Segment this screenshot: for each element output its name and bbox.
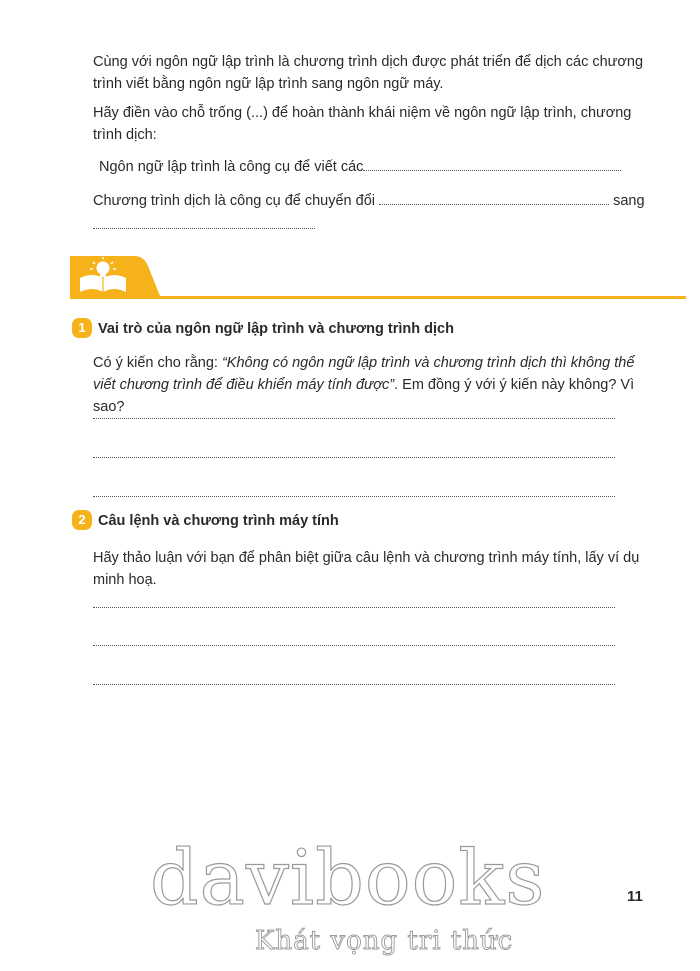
section-1-title: Vai trò của ngôn ngữ lập trình và chương trình dịch — [98, 321, 454, 337]
page-number: 11 — [627, 888, 643, 905]
fill-in-prefix-1: Ngôn ngữ lập trình là công cụ để viết các — [99, 159, 364, 175]
section-2-title: Câu lệnh và chương trình máy tính — [98, 513, 339, 529]
prompt-tail: . Em đồng ý với ý kiến này không? Vì sao? — [93, 377, 635, 415]
blank-2b[interactable] — [93, 228, 315, 229]
blank-1[interactable] — [363, 156, 621, 171]
answer-line[interactable] — [93, 496, 615, 497]
answer-line[interactable] — [93, 457, 615, 458]
section-banner — [70, 254, 686, 300]
prompt-quote: “Không có ngôn ngữ lập trình và chương trình dịch thì không thể viết chương trình để điều khiển máy tính được” — [93, 355, 635, 393]
prompt-lead: Có ý kiến cho rằng: — [93, 355, 222, 371]
section-2-badge: 2 — [72, 510, 92, 530]
answer-line[interactable] — [93, 645, 615, 646]
fill-in-sentence-1 — [99, 156, 659, 178]
watermark-logo: davibooks — [150, 833, 546, 922]
watermark-tagline: Khát vọng tri thức — [255, 926, 514, 956]
section-2-prompt: Hãy thảo luận với bạn để phân biệt giữa câu lệnh và chương trình máy tính, lấy ví dụ minh hoạ. — [93, 550, 640, 588]
answer-line[interactable] — [93, 607, 615, 608]
instruction-paragraph: Hãy điền vào chỗ trống (...) để hoàn thành khái niệm về ngôn ngữ lập trình, chương trình dịch: — [93, 105, 632, 143]
fill-in-sentence-2 — [93, 190, 653, 212]
section-1-badge: 1 — [72, 318, 92, 338]
fill-in-middle-2: sang — [613, 193, 645, 209]
intro-paragraph: Cùng với ngôn ngữ lập trình là chương trình dịch được phát triển để dịch các chương trình viết bằng ngôn ngữ lập trình sang ngôn ngữ máy. — [93, 54, 644, 92]
answer-line[interactable] — [93, 418, 615, 419]
section-1-prompt — [93, 352, 653, 418]
answer-line[interactable] — [93, 684, 615, 685]
fill-in-prefix-2: Chương trình dịch là công cụ để chuyển đổi — [93, 193, 375, 209]
blank-2a[interactable] — [379, 190, 609, 205]
